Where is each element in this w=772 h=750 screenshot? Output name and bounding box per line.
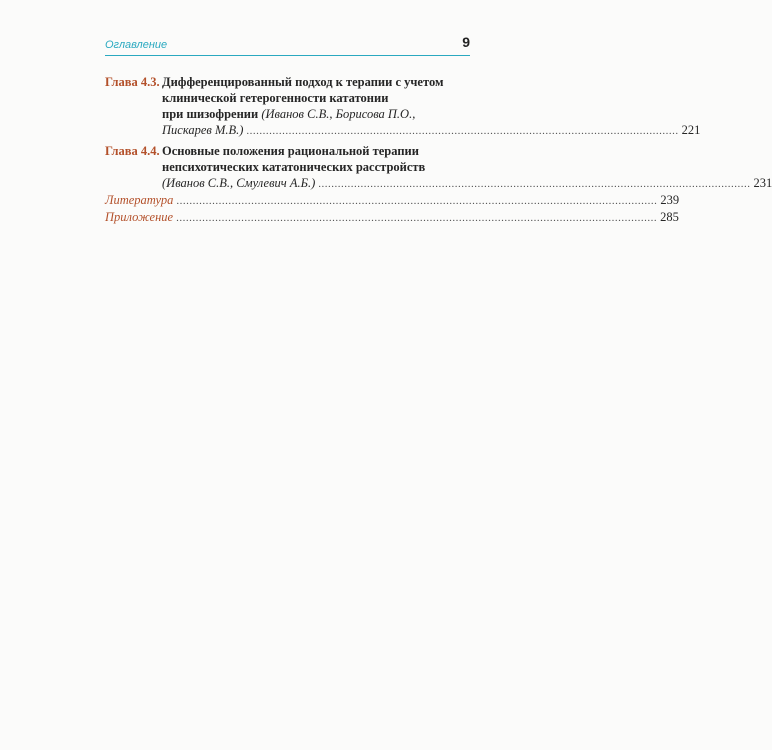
chapter-title-authors-line [162,106,470,122]
leader-line [105,209,679,226]
chapter-label: Глава 4.3. [105,75,160,89]
table-of-contents [105,74,772,226]
dot-leader: ..................................................................................................................................... [318,178,751,190]
chapter-label: Глава 4.4. [105,144,160,158]
leader-line [162,122,701,139]
section-name: Оглавление [105,39,168,51]
dot-leader: .................................................................................................................................................... [176,195,658,207]
chapter-title-line: Основные положения рациональной терапии [162,144,419,158]
chapter-title-line: при шизофрении [162,107,259,121]
toc-entry-appendix[interactable] [105,209,679,226]
toc-entry-chapter-4-3[interactable] [105,74,701,139]
page-ref: 285 [660,210,679,224]
running-header [105,34,470,56]
page-ref: 221 [681,123,701,137]
chapter-authors: Пискарев М.В.) [162,123,244,137]
page-number: 9 [462,34,470,50]
chapter-title-line: Дифференцированный подход к терапии с учетом [162,75,444,89]
dot-leader: ..................................................................................................................................... [246,125,679,137]
chapter-authors: (Иванов С.В., Борисова П.О., [261,107,416,121]
chapter-title-line: непсихотических кататонических расстройств [162,160,426,174]
header-rule [105,55,470,56]
dot-leader: .................................................................................................................................................... [176,212,658,224]
chapter-authors: (Иванов С.В., Смулевич А.Б.) [162,176,316,190]
section-label: Приложение [105,210,174,224]
chapter-title-line: клинической гетерогенности кататонии [162,91,389,105]
leader-line [105,192,680,209]
section-label: Литература [105,193,174,207]
leader-line [162,175,772,192]
toc-entry-chapter-4-4[interactable] [105,143,772,192]
toc-entry-literature[interactable] [105,192,680,209]
page-ref: 231 [753,176,772,190]
page-ref: 239 [660,193,680,207]
